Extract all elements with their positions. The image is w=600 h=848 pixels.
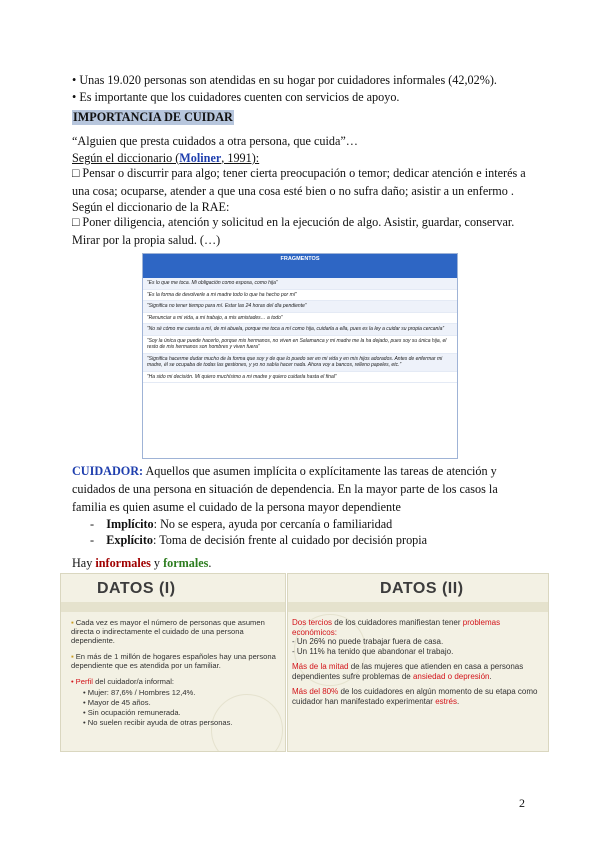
hay-informales-formales: Hay informales y formales.	[72, 556, 212, 570]
type-implicito: - Implícito: No se espera, ayuda por cercanía o familiaridad	[90, 517, 393, 531]
moliner-label: Según el diccionario (Moliner, 1991):	[72, 151, 260, 165]
square-bullet-icon: □	[72, 166, 80, 180]
intro-bullet-2: • Es importante que los cuidadores cuenten con servicios de apoyo.	[72, 90, 400, 104]
slide-paragraph: ▪ Cada vez es mayor el número de personas que asumen directa o indirectamente el cuidado de una persona dependiente.	[71, 618, 265, 645]
fragment-row: “Ha sido mi decisión. Mi quiero muchísimo a mi madre y quiero cuidarla hasta el final”	[143, 372, 457, 384]
slide-paragraph: Dos tercios de los cuidadores manifiestan tener problemas económicos: - Un 26% no puede trabajar fuera de casa. - Un 11% ha tenido que abandonar el trabajo.	[292, 618, 501, 656]
rae-definition: □ Poner diligencia, atención y solicitud en la ejecución de algo. Asistir, guardar, conservar. Mirar por la propia salud. (…)	[72, 215, 515, 247]
moliner-author: Moliner	[179, 151, 222, 165]
intro-bullet-1: • Unas 19.020 personas son atendidas en su hogar por cuidadores informales (42,02%).	[72, 73, 497, 87]
slide-band	[61, 602, 285, 612]
slide-paragraph: Más del 80% de los cuidadores en algún momento de su etapa como cuidador han manifestado experimentar estrés.	[292, 687, 538, 706]
square-bullet-icon: □	[72, 215, 80, 229]
slide-paragraph: ▪ En más de 1 millón de hogares españoles hay una persona dependiente que es atendida por un familiar.	[71, 652, 276, 670]
fragments-header: FRAGMENTOS	[143, 254, 457, 278]
perfil-list	[83, 688, 281, 727]
list-item: • Mayor de 45 años.	[83, 698, 151, 707]
fragment-row: “Soy la única que puede hacerlo, porque mis hermanos, no viven en Salamanca y mi madre me la ha dejado, pues soy su única hija, el resto de mis hermanos son hombres y viven fuera”	[143, 336, 457, 354]
slide-paragraph: Más de la mitad de las mujeres que atienden en casa a personas dependientes sufre problemas de ansiedad o depresión.	[292, 662, 524, 681]
rae-label: Según el diccionario de la RAE:	[72, 200, 230, 214]
moliner-definition: □ Pensar o discurrir para algo; tener cierta preocupación o temor; dedicar atención e interés a una cosa; ocuparse, atender a que una cosa esté bien o no sufra daño; asistir a un enfermo .	[72, 166, 526, 198]
page-number: 2	[519, 796, 525, 810]
slide-datos-1	[60, 573, 286, 752]
cuidador-definition: CUIDADOR: Aquellos que asumen implícita o explícitamente las tareas de atención y cuidados de una persona en situación de dependencia. En la mayor parte de los casos la familia es quien asume el cuidado de la persona mayor dependiente	[72, 464, 498, 514]
slide-title: DATOS (II)	[380, 580, 464, 597]
list-item: • No suelen recibir ayuda de otras personas.	[83, 718, 233, 727]
fragment-row: “Renunciar a mi vida, a mi trabajo, a mis amistades… a todo”	[143, 313, 457, 325]
fragment-row: “Significa hacerme dudar mucho de la forma que soy y de que lo puedo ser en mi vida y en mis hijos adorados. Antes de enfermar mi madre, él se ocupaba de todas las gestiones, y yo no sabía hacer nada. Ahora voy a bancos, relleno papeles, etc.”	[143, 354, 457, 372]
cuidador-term: CUIDADOR:	[72, 464, 144, 478]
fragment-row: “Es lo que me toca. Mi obligación como esposa, como hija”	[143, 278, 457, 290]
slide-paragraph: • Perfil del cuidador/a informal:	[71, 677, 175, 686]
slide-title: DATOS (I)	[97, 580, 176, 597]
slide-band	[288, 602, 548, 612]
fragment-row: “No sé cómo me cuesta a mí, de mi abuela, porque me toca a mí como hija, cuidarla a ella, pues es la ley a cuidar su propia cercanía”	[143, 324, 457, 336]
list-item: • Mujer: 87,6% / Hombres 12,4%.	[83, 688, 196, 697]
fragment-row: “Significa no tener tiempo para mí. Estar las 24 horas del día pendiente”	[143, 301, 457, 313]
section-heading: IMPORTANCIA DE CUIDAR	[73, 110, 233, 124]
fragments-rows	[143, 278, 457, 383]
fragments-table	[142, 253, 458, 459]
quote: “Alguien que presta cuidados a otra persona, que cuida”…	[72, 134, 358, 148]
type-explicito: - Explícito: Toma de decisión frente al cuidado por decisión propia	[90, 533, 428, 547]
list-item: • Sin ocupación remunerada.	[83, 708, 181, 717]
slide-datos-2	[287, 573, 549, 752]
slide-body	[292, 618, 542, 712]
fragment-row: “Es la forma de devolverle a mi madre todo lo que ha hecho por mí”	[143, 290, 457, 302]
slide-body	[71, 618, 281, 728]
